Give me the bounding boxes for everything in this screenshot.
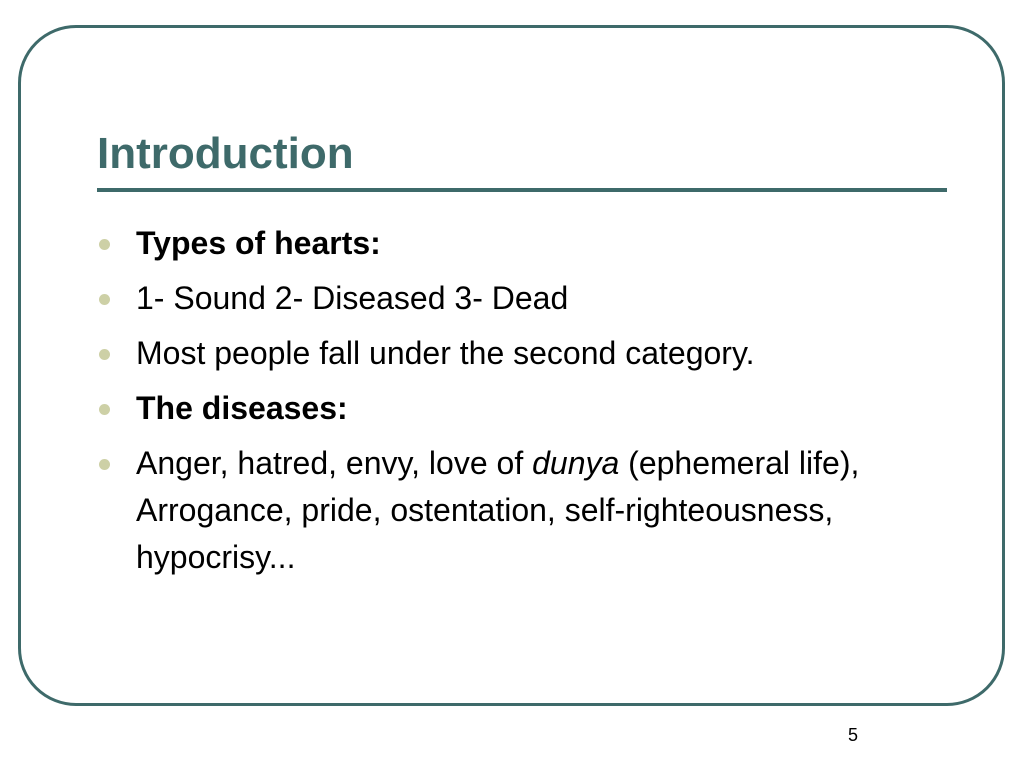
bullet-text-before: Anger, hatred, envy, love of — [136, 445, 533, 481]
bullet-dot-icon — [99, 459, 110, 470]
bullet-dot-icon — [99, 239, 110, 250]
bullet-text-italic: dunya — [532, 445, 620, 481]
bullet-text: The diseases: — [136, 390, 348, 426]
bullet-item-heart-categories — [97, 275, 927, 322]
bullet-item-disease-list — [97, 440, 927, 581]
bullet-text-after: (ephemeral life), Arrogance, pride, ostentation, self-righteousness, hypocrisy... — [136, 445, 860, 575]
bullet-item-most-people — [97, 330, 927, 377]
page-number: 5 — [848, 725, 859, 745]
bullet-text: 1- Sound 2- Diseased 3- Dead — [136, 280, 569, 316]
bullet-text: Most people fall under the second category. — [136, 335, 755, 371]
slide-title: Introduction — [97, 129, 354, 178]
bullet-dot-icon — [99, 404, 110, 415]
bullet-list — [97, 220, 927, 589]
title-divider — [97, 188, 947, 192]
bullet-dot-icon — [99, 294, 110, 305]
bullet-item-the-diseases — [97, 385, 927, 432]
bullet-text: Types of hearts: — [136, 225, 381, 261]
bullet-dot-icon — [99, 349, 110, 360]
bullet-item-types-of-hearts — [97, 220, 927, 267]
